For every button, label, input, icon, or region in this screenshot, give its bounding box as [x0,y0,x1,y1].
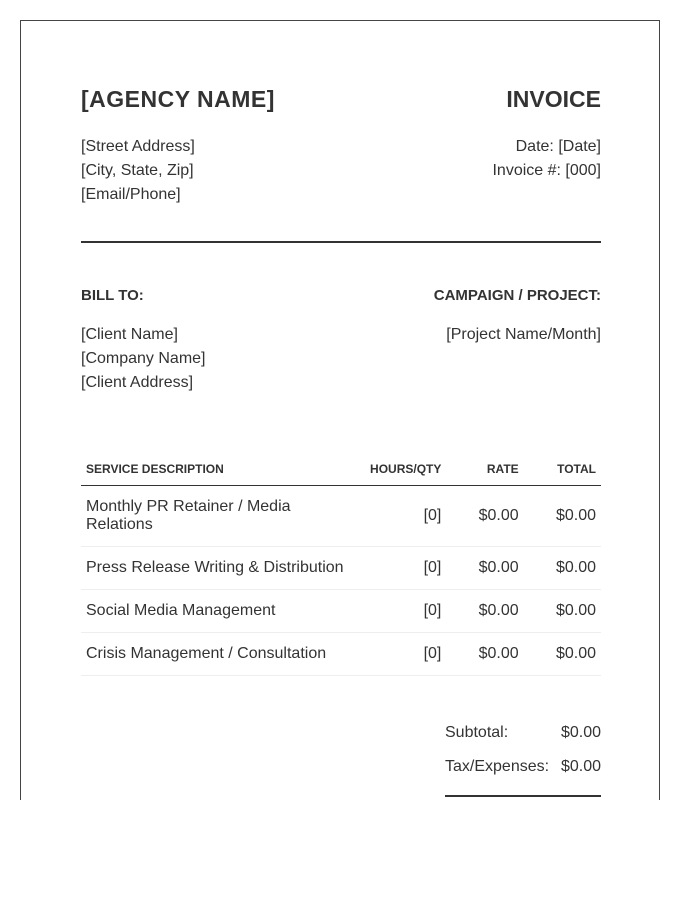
email-phone: [Email/Phone] [81,186,181,203]
tax-label: Tax/Expenses: [445,758,550,775]
header-total: TOTAL [524,453,601,486]
table-header-row [81,453,601,486]
totals-block [445,721,601,789]
table-row [81,590,601,633]
totals-divider [445,795,601,797]
invoice-title: INVOICE [506,86,601,112]
agency-address [81,135,195,207]
row-total: $0.00 [524,547,601,590]
header-description: SERVICE DESCRIPTION [81,453,357,486]
invoice-number: Invoice #: [000] [492,162,601,179]
project-name: [Project Name/Month] [446,326,601,343]
services-table [81,453,601,676]
invoice-meta [492,135,601,183]
tax-value: $0.00 [560,758,601,775]
row-description: Press Release Writing & Distribution [81,547,357,590]
street-address: [Street Address] [81,138,195,155]
city-state-zip: [City, State, Zip] [81,162,194,179]
company-name: [Company Name] [81,350,206,367]
client-name: [Client Name] [81,326,178,343]
row-total: $0.00 [524,486,601,547]
tax-row [445,755,601,789]
table-row [81,633,601,676]
header-rate: RATE [446,453,523,486]
invoice-date: Date: [Date] [515,138,601,155]
invoice-page [20,20,660,800]
row-rate: $0.00 [446,486,523,547]
row-total: $0.00 [524,590,601,633]
row-qty: [0] [357,486,447,547]
row-description: Social Media Management [81,590,357,633]
bill-to-label: BILL TO: [81,287,144,304]
header-divider [81,241,601,243]
row-rate: $0.00 [446,590,523,633]
client-address: [Client Address] [81,374,194,391]
client-details [81,323,206,395]
table-row [81,486,601,547]
row-description: Monthly PR Retainer / Media Relations [81,486,357,547]
header-qty: HOURS/QTY [357,453,447,486]
subtotal-value: $0.00 [560,724,601,741]
row-rate: $0.00 [446,547,523,590]
subtotal-row [445,721,601,755]
row-qty: [0] [357,590,447,633]
agency-name: [AGENCY NAME] [81,86,275,112]
row-description: Crisis Management / Consultation [81,633,357,676]
row-rate: $0.00 [446,633,523,676]
row-qty: [0] [357,547,447,590]
row-qty: [0] [357,633,447,676]
table-row [81,547,601,590]
subtotal-label: Subtotal: [445,724,509,741]
campaign-label: CAMPAIGN / PROJECT: [433,287,601,304]
row-total: $0.00 [524,633,601,676]
